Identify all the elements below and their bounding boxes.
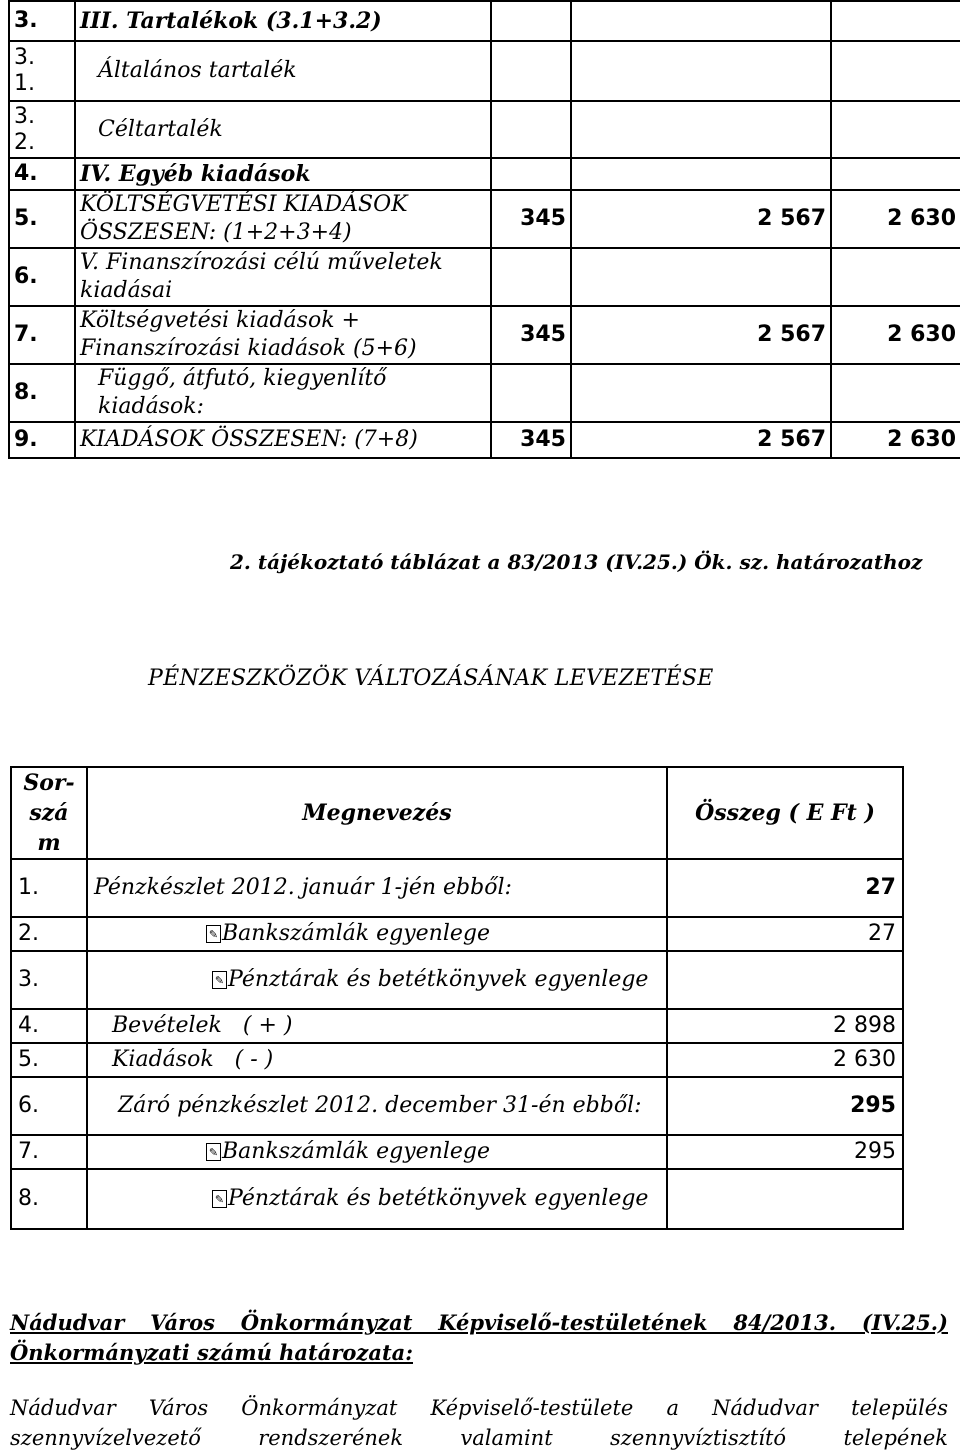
- row-name: Bevételek ( + ): [87, 1009, 667, 1043]
- value-3: [831, 1, 960, 41]
- resolution-body: Nádudvar Város Önkormányzat Képviselő-testülete a Nádudvar település szennyvízelvezető rendszerének valamint szennyvíztisztító telepének: [10, 1396, 948, 1450]
- table-row: [9, 306, 960, 364]
- row-amount: [667, 1169, 903, 1229]
- row-number: 3.: [11, 951, 87, 1009]
- header-row: [11, 767, 903, 859]
- row-number: 1.: [11, 859, 87, 917]
- header-number: Sor-szám: [11, 767, 87, 859]
- row-label: V. Finanszírozási célú műveletek kiadásai: [75, 248, 491, 306]
- row-name: Bankszámlák egyenlege: [222, 1139, 490, 1164]
- row-amount: 2 898: [667, 1009, 903, 1043]
- value-3: 2 630: [831, 190, 960, 248]
- document-icon: ✎: [206, 925, 221, 943]
- row-number: 7.: [11, 1135, 87, 1169]
- row-number: 8.: [9, 364, 75, 422]
- cash-flow-table: [10, 766, 904, 1230]
- value-1: [491, 364, 571, 422]
- row-name: Bankszámlák egyenlege: [222, 921, 490, 946]
- header-amount: Összeg ( E Ft ): [667, 767, 903, 859]
- document-icon: ✎: [206, 1143, 221, 1161]
- table-row: [9, 190, 960, 248]
- row-name: Pénztárak és betétkönyvek egyenlege: [228, 967, 649, 992]
- row-number: 3.: [9, 1, 75, 41]
- row-name-cell: [87, 1135, 667, 1169]
- row-name: Kiadások ( - ): [87, 1043, 667, 1077]
- value-3: [831, 158, 960, 190]
- row-label: Függő, átfutó, kiegyenlítő kiadások:: [75, 364, 491, 422]
- row-number: 8.: [11, 1169, 87, 1229]
- value-3: [831, 41, 960, 101]
- table-row: [11, 917, 903, 951]
- row-name: Pénzkészlet 2012. január 1-jén ebből:: [87, 859, 667, 917]
- header-name: Megnevezés: [87, 767, 667, 859]
- row-name-cell: [87, 951, 667, 1009]
- row-label: Költségvetési kiadások + Finanszírozási kiadások (5+6): [75, 306, 491, 364]
- value-1: 345: [491, 190, 571, 248]
- row-number: 3. 1.: [9, 41, 75, 101]
- row-amount: 2 630: [667, 1043, 903, 1077]
- row-amount: [667, 951, 903, 1009]
- row-amount: 27: [667, 859, 903, 917]
- value-2: [571, 41, 831, 101]
- row-name: Záró pénzkészlet 2012. december 31-én ebből:: [87, 1077, 667, 1135]
- value-3: [831, 364, 960, 422]
- table-row: [9, 1, 960, 41]
- row-label: Céltartalék: [75, 101, 491, 158]
- row-number: 7.: [9, 306, 75, 364]
- row-label: Általános tartalék: [75, 41, 491, 101]
- row-number: 6.: [11, 1077, 87, 1135]
- value-2: [571, 158, 831, 190]
- table-row: [11, 1135, 903, 1169]
- table-row: [9, 248, 960, 306]
- value-1: 345: [491, 306, 571, 364]
- table-row: [11, 1043, 903, 1077]
- value-3: 2 630: [831, 306, 960, 364]
- table-subtitle: 2. tájékoztató táblázat a 83/2013 (IV.25.) Ök. sz. határozathoz: [230, 550, 923, 574]
- table-row: [11, 859, 903, 917]
- row-name: Pénztárak és betétkönyvek egyenlege: [228, 1186, 649, 1211]
- document-icon: ✎: [212, 971, 227, 989]
- row-label: IV. Egyéb kiadások: [75, 158, 491, 190]
- value-2: [571, 1, 831, 41]
- value-1: [491, 101, 571, 158]
- document-icon: ✎: [212, 1190, 227, 1208]
- expenditure-table: [8, 0, 960, 459]
- table-row: [11, 1077, 903, 1135]
- value-2: [571, 364, 831, 422]
- row-number: 4.: [11, 1009, 87, 1043]
- table-row: [9, 158, 960, 190]
- row-name-cell: [87, 917, 667, 951]
- value-3: [831, 248, 960, 306]
- row-number: 4.: [9, 158, 75, 190]
- row-label: KÖLTSÉGVETÉSI KIADÁSOK ÖSSZESEN: (1+2+3+4): [75, 190, 491, 248]
- table-row: [11, 1169, 903, 1229]
- section-title: PÉNZESZKÖZÖK VÁLTOZÁSÁNAK LEVEZETÉSE: [148, 666, 714, 691]
- resolution-heading: Nádudvar Város Önkormányzat Képviselő-testületének 84/2013. (IV.25.) Önkormányzati számú határozata:: [10, 1310, 948, 1365]
- table-row: [9, 101, 960, 158]
- row-number: 6.: [9, 248, 75, 306]
- row-name-cell: [87, 1169, 667, 1229]
- value-3: 2 630: [831, 422, 960, 458]
- table-row: [11, 1009, 903, 1043]
- value-2: 2 567: [571, 306, 831, 364]
- table-row: [9, 41, 960, 101]
- row-number: 3. 2.: [9, 101, 75, 158]
- value-3: [831, 101, 960, 158]
- value-1: [491, 158, 571, 190]
- value-2: [571, 101, 831, 158]
- row-amount: 27: [667, 917, 903, 951]
- value-2: 2 567: [571, 422, 831, 458]
- value-2: [571, 248, 831, 306]
- value-1: 345: [491, 422, 571, 458]
- table-row: [11, 951, 903, 1009]
- row-number: 5.: [11, 1043, 87, 1077]
- value-2: 2 567: [571, 190, 831, 248]
- table-row: [9, 364, 960, 422]
- value-1: [491, 248, 571, 306]
- row-number: 5.: [9, 190, 75, 248]
- row-amount: 295: [667, 1135, 903, 1169]
- value-1: [491, 1, 571, 41]
- row-number: 9.: [9, 422, 75, 458]
- row-label: KIADÁSOK ÖSSZESEN: (7+8): [75, 422, 491, 458]
- value-1: [491, 41, 571, 101]
- row-number: 2.: [11, 917, 87, 951]
- row-label: III. Tartalékok (3.1+3.2): [75, 1, 491, 41]
- table-row: [9, 422, 960, 458]
- row-amount: 295: [667, 1077, 903, 1135]
